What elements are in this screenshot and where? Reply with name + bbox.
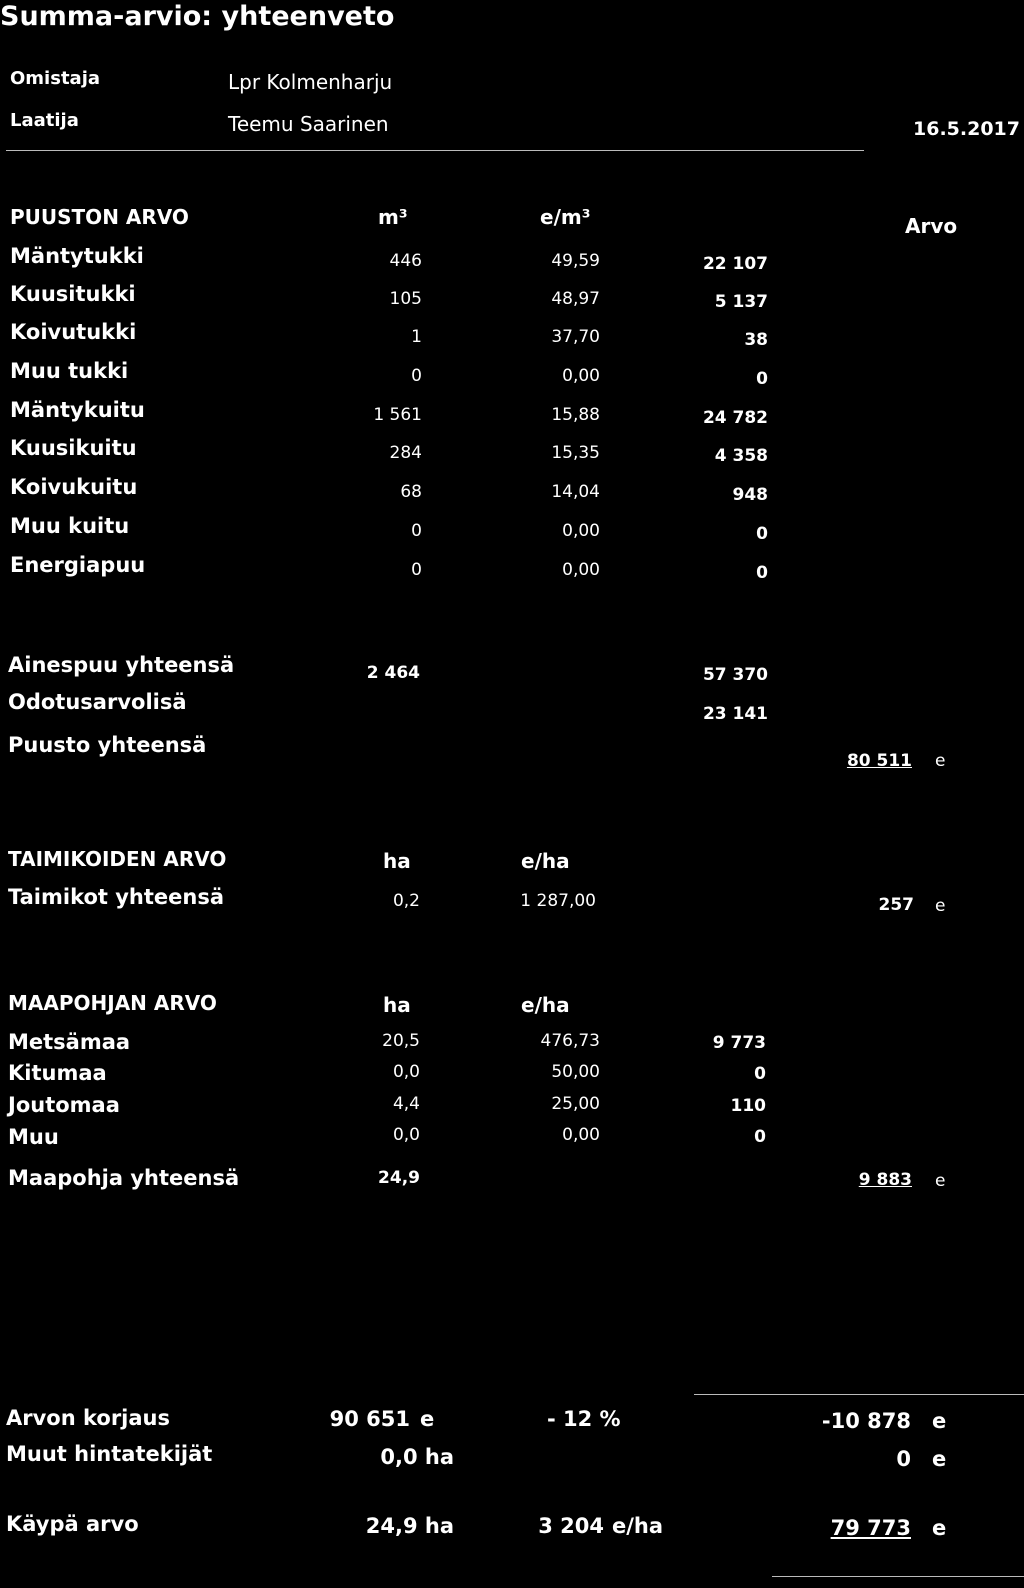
odotusarvo-label: Odotusarvolisä <box>8 690 187 714</box>
puusto-row-price: 15,35 <box>551 443 600 463</box>
puusto-row-m3: 1 561 <box>373 405 422 425</box>
puusto-total-unit: e <box>935 751 946 771</box>
kaypa-per-ha: 3 204 <box>538 1514 604 1538</box>
bottom-divider <box>772 1576 1024 1577</box>
puusto-row-label: Kuusitukki <box>10 282 136 306</box>
document-date: 16.5.2017 <box>913 118 1020 140</box>
korjaus-value: -10 878 <box>821 1409 911 1433</box>
puusto-row-label: Mäntytukki <box>10 244 144 268</box>
puusto-col-value: Arvo <box>905 214 958 238</box>
maapohja-total-label: Maapohja yhteensä <box>8 1166 240 1190</box>
puusto-row-price: 37,70 <box>551 327 600 347</box>
header-divider <box>6 150 864 151</box>
puusto-row-price: 0,00 <box>562 560 600 580</box>
maapohja-total-unit: e <box>935 1171 946 1191</box>
puusto-row-price: 14,04 <box>551 482 600 502</box>
taimikot-total-unit: e <box>935 896 946 916</box>
korjaus-percent: - 12 % <box>547 1407 621 1431</box>
kaypa-value: 79 773 <box>830 1516 911 1540</box>
puusto-row-value: 24 782 <box>702 408 768 428</box>
page-title: Summa-arvio: yhteenveto <box>0 1 395 32</box>
maapohja-row-price: 0,00 <box>562 1125 600 1145</box>
taimikot-col-ha: ha <box>383 849 411 873</box>
puusto-heading: PUUSTON ARVO <box>10 205 189 229</box>
odotusarvo-value: 23 141 <box>702 704 768 724</box>
taimikot-ha: 0,2 <box>392 891 420 911</box>
muut-label: Muut hintatekijät <box>6 1442 213 1466</box>
maapohja-row-value: 0 <box>754 1127 766 1147</box>
maapohja-row-label: Joutomaa <box>8 1093 120 1117</box>
maapohja-col-price: e/ha <box>521 993 570 1017</box>
maapohja-row-label: Muu <box>8 1125 59 1149</box>
puusto-row-price: 0,00 <box>562 521 600 541</box>
kaypa-per-ha-unit: e/ha <box>612 1514 664 1538</box>
author-value: Teemu Saarinen <box>228 112 389 136</box>
maapohja-row-label: Kitumaa <box>8 1061 107 1085</box>
korjaus-label: Arvon korjaus <box>6 1406 170 1430</box>
maapohja-row-ha: 0,0 <box>392 1125 420 1145</box>
puusto-row-price: 49,59 <box>551 251 600 271</box>
taimikot-total-label: Taimikot yhteensä <box>8 885 225 909</box>
taimikot-price: 1 287,00 <box>520 891 596 911</box>
puusto-total-label: Puusto yhteensä <box>8 733 207 757</box>
maapohja-row-price: 50,00 <box>551 1062 600 1082</box>
puusto-row-price: 48,97 <box>551 289 600 309</box>
maapohja-row-price: 476,73 <box>540 1031 600 1051</box>
puusto-row-price: 15,88 <box>551 405 600 425</box>
puusto-total-value: 80 511 <box>846 751 912 771</box>
puusto-row-value: 38 <box>744 330 768 350</box>
puusto-row-label: Mäntykuitu <box>10 398 145 422</box>
puusto-row-value: 4 358 <box>714 446 768 466</box>
taimikot-total-value: 257 <box>878 895 914 915</box>
puusto-row-value: 0 <box>756 524 768 544</box>
muut-value: 0 <box>896 1447 911 1471</box>
puusto-row-m3: 105 <box>389 289 422 309</box>
author-label: Laatija <box>10 110 79 131</box>
puusto-row-value: 5 137 <box>714 292 768 312</box>
maapohja-row-price: 25,00 <box>551 1094 600 1114</box>
maapohja-row-value: 0 <box>754 1064 766 1084</box>
summary-divider <box>694 1394 1024 1395</box>
korjaus-amount-unit: e <box>420 1407 435 1431</box>
muut-value-unit: e <box>932 1447 947 1471</box>
maapohja-total-ha: 24,9 <box>378 1168 420 1188</box>
puusto-row-label: Muu kuitu <box>10 514 130 538</box>
puusto-row-m3: 0 <box>411 560 422 580</box>
puusto-col-m3: m³ <box>378 205 408 229</box>
owner-label: Omistaja <box>10 68 101 89</box>
maapohja-total-value: 9 883 <box>858 1170 912 1190</box>
puusto-row-label: Kuusikuitu <box>10 436 137 460</box>
puusto-row-m3: 0 <box>411 521 422 541</box>
puusto-row-value: 0 <box>756 369 768 389</box>
maapohja-row-value: 9 773 <box>712 1033 766 1053</box>
puusto-row-m3: 284 <box>389 443 422 463</box>
taimikot-heading: TAIMIKOIDEN ARVO <box>8 847 227 871</box>
puusto-row-m3: 68 <box>400 482 422 502</box>
maapohja-row-ha: 20,5 <box>382 1031 420 1051</box>
muut-ha: 0,0 ha <box>380 1445 454 1469</box>
puusto-row-label: Muu tukki <box>10 359 129 383</box>
puusto-row-price: 0,00 <box>562 366 600 386</box>
kaypa-value-unit: e <box>932 1516 947 1540</box>
ainespuu-value: 57 370 <box>702 665 768 685</box>
maapohja-row-value: 110 <box>730 1096 766 1116</box>
maapohja-row-ha: 0,0 <box>392 1062 420 1082</box>
maapohja-row-ha: 4,4 <box>392 1094 420 1114</box>
kaypa-ha: 24,9 ha <box>365 1514 454 1538</box>
taimikot-col-price: e/ha <box>521 849 570 873</box>
puusto-row-value: 948 <box>732 485 768 505</box>
korjaus-amount: 90 651 <box>329 1407 410 1431</box>
puusto-row-label: Koivutukki <box>10 320 137 344</box>
maapohja-heading: MAAPOHJAN ARVO <box>8 991 217 1015</box>
maapohja-row-label: Metsämaa <box>8 1030 131 1054</box>
puusto-row-m3: 0 <box>411 366 422 386</box>
puusto-col-price: e/m³ <box>540 205 591 229</box>
korjaus-value-unit: e <box>932 1409 947 1433</box>
puusto-row-m3: 1 <box>411 327 422 347</box>
ainespuu-label: Ainespuu yhteensä <box>8 653 235 677</box>
puusto-row-m3: 446 <box>389 251 422 271</box>
kaypa-label: Käypä arvo <box>6 1512 139 1536</box>
maapohja-col-ha: ha <box>383 993 411 1017</box>
ainespuu-m3: 2 464 <box>366 663 420 683</box>
puusto-row-value: 22 107 <box>702 254 768 274</box>
owner-value: Lpr Kolmenharju <box>228 70 393 94</box>
puusto-row-label: Energiapuu <box>10 553 146 577</box>
puusto-row-label: Koivukuitu <box>10 475 138 499</box>
puusto-row-value: 0 <box>756 563 768 583</box>
